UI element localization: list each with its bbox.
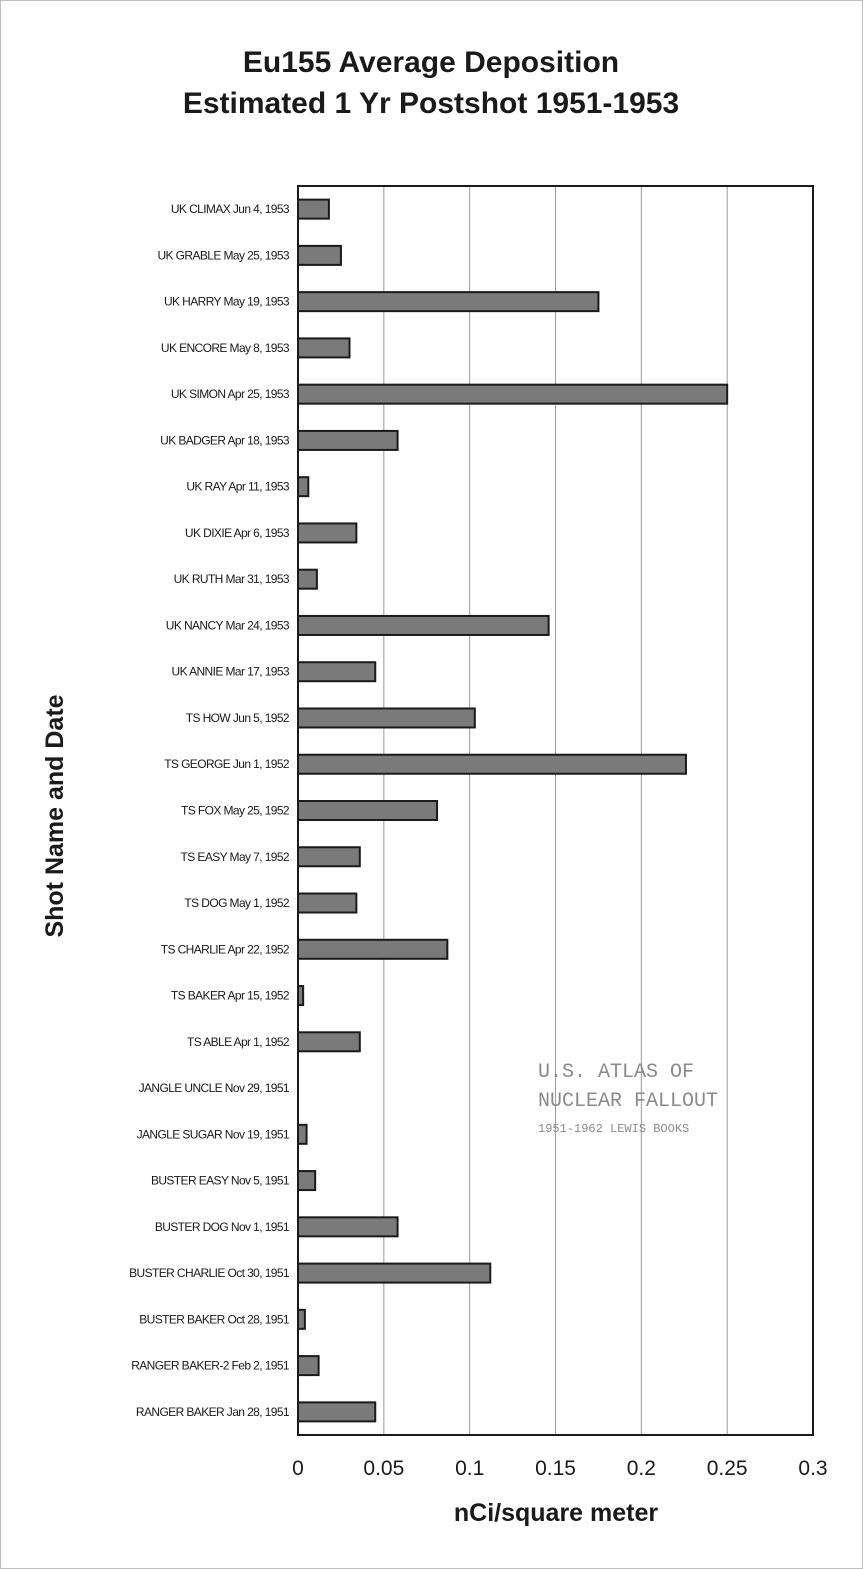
stamp-line-1: U.S. ATLAS OF <box>538 1061 695 1084</box>
bar <box>298 1125 307 1144</box>
bar <box>298 338 350 357</box>
category-label: UK DIXIE Apr 6, 1953 <box>184 525 289 540</box>
category-labels <box>129 202 290 1419</box>
y-axis-title: Shot Name and Date <box>41 694 69 938</box>
chart-title-line-2: Estimated 1 Yr Postshot 1951-1953 <box>182 87 680 120</box>
category-label: UK SIMON Apr 25, 1953 <box>170 387 289 402</box>
x-tick-label: 0.15 <box>535 1457 576 1480</box>
category-label: TS EASY May 7, 1952 <box>180 849 289 864</box>
bars <box>298 200 727 1422</box>
category-label: TS ABLE Apr 1, 1952 <box>186 1034 289 1049</box>
bar <box>298 1264 490 1283</box>
x-tick-label: 0.3 <box>798 1457 828 1480</box>
category-label: JANGLE UNCLE Nov 29, 1951 <box>138 1081 289 1096</box>
category-label: RANGER BAKER Jan 28, 1951 <box>135 1404 289 1419</box>
x-tick-label: 0.05 <box>363 1457 405 1480</box>
bar <box>298 847 360 866</box>
category-label: BUSTER CHARLIE Oct 30, 1951 <box>129 1266 289 1281</box>
bar <box>298 1310 305 1329</box>
x-tick-label: 0.1 <box>455 1457 485 1480</box>
bar <box>298 708 475 727</box>
category-label: TS FOX May 25, 1952 <box>181 803 289 818</box>
x-axis-title: nCi/square meter <box>453 1499 659 1527</box>
category-label: TS HOW Jun 5, 1952 <box>185 710 289 725</box>
atlas-stamp-watermark <box>538 1061 718 1136</box>
bar <box>298 477 308 496</box>
x-tick-labels <box>292 1457 827 1480</box>
category-label: UK ENCORE May 8, 1953 <box>160 340 289 355</box>
bar <box>298 200 329 219</box>
category-label: JANGLE SUGAR Nov 19, 1951 <box>136 1127 289 1142</box>
bar <box>298 292 598 311</box>
category-label: UK RAY Apr 11, 1953 <box>186 479 289 494</box>
bar <box>298 1356 319 1375</box>
bar <box>298 523 356 542</box>
category-label: UK RUTH Mar 31, 1953 <box>173 572 289 587</box>
bar <box>298 1217 398 1236</box>
category-label: UK BADGER Apr 18, 1953 <box>160 433 289 448</box>
bar <box>298 1171 315 1190</box>
bar <box>298 801 437 820</box>
category-label: UK NANCY Mar 24, 1953 <box>165 618 289 633</box>
chart-title-line-1: Eu155 Average Deposition <box>242 46 620 79</box>
category-label: BUSTER BAKER Oct 28, 1951 <box>139 1312 289 1327</box>
bar <box>298 755 686 774</box>
x-tick-label: 0.25 <box>706 1457 748 1480</box>
category-label: TS GEORGE Jun 1, 1952 <box>164 757 289 772</box>
bar <box>298 616 549 635</box>
bar <box>298 894 356 913</box>
x-tick-label: 0 <box>292 1457 304 1480</box>
category-label: TS BAKER Apr 15, 1952 <box>170 988 289 1003</box>
category-label: TS CHARLIE Apr 22, 1952 <box>160 942 289 957</box>
bar <box>298 1032 360 1051</box>
bar <box>298 940 447 959</box>
bar <box>298 431 398 450</box>
category-label: UK ANNIE Mar 17, 1953 <box>171 664 289 679</box>
category-label: BUSTER DOG Nov 1, 1951 <box>154 1219 289 1234</box>
category-label: RANGER BAKER-2 Feb 2, 1951 <box>131 1358 289 1373</box>
bar <box>298 1402 375 1421</box>
category-label: TS DOG May 1, 1952 <box>184 896 289 911</box>
stamp-line-2: NUCLEAR FALLOUT <box>538 1090 719 1113</box>
bar <box>298 662 375 681</box>
category-label: UK GRABLE May 25, 1953 <box>157 248 289 263</box>
category-label: BUSTER EASY Nov 5, 1951 <box>150 1173 289 1188</box>
chart-svg <box>1 1 862 1568</box>
bar <box>298 570 317 589</box>
bar <box>298 246 341 265</box>
category-label: UK CLIMAX Jun 4, 1953 <box>170 202 289 217</box>
x-tick-label: 0.2 <box>626 1457 656 1480</box>
stamp-line-3: 1951-1962 LEWIS BOOKS <box>538 1122 690 1136</box>
category-label: UK HARRY May 19, 1953 <box>163 294 289 309</box>
bar <box>298 385 727 404</box>
